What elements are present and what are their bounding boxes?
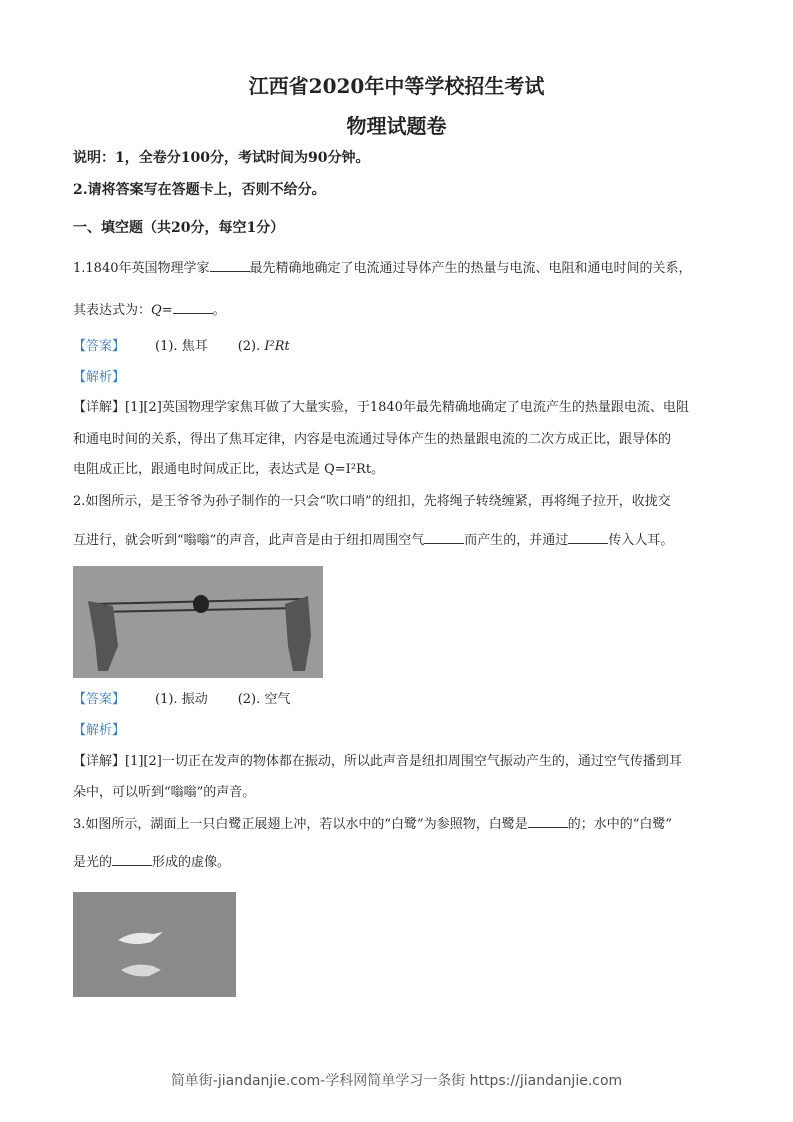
q2-text: 而产生的，并通过 [464,533,569,548]
q1-detail-3: 电阻成正比，跟通电时间成正比，表达式是 Q=I²Rt。 [73,462,385,477]
q2-text: 互进行，就会听到“嗡嗡”的声音，此声音是由于纽扣周围空气 [73,533,425,548]
document-title: 江西省2020年中等学校招生考试 [248,74,545,98]
q1-line2 [73,301,226,320]
q3-line2 [73,853,230,872]
answer-2: (2). [237,339,265,354]
q2-line1: 2.如图所示，是王爷爷为孙子制作的一只会“吹口哨”的纽扣，先将绳子转绕缠紧，再将绳子拉开，收拢交 [73,494,671,509]
q2-analysis-label: 【解析】 [73,723,126,738]
button-whistle-illustration [73,566,323,678]
q1-text: 。 [212,303,226,318]
q1-detail-1: 【详解】[1][2]英国物理学家焦耳做了大量实验，于1840年最先精确地确定了电流产生的热量跟电流、电阻 [73,400,689,415]
q3-text: 形成的虚像。 [152,855,231,870]
egret-photo [73,892,236,997]
q1-text: = [161,303,173,318]
note-1: 说明：1，全卷分100分，考试时间为90分钟。 [73,150,370,166]
q3-text: 的；水中的“白鹭” [567,817,672,832]
q2-text: 传入人耳。 [608,533,674,548]
egret-illustration [73,892,236,997]
answer-blank [528,815,568,828]
answer-blank [112,853,152,866]
section-heading: 一、填空题（共20分，每空1分） [73,220,285,236]
q3-line1 [73,815,672,834]
answer-blank [568,531,608,544]
answer-blank [424,531,464,544]
answer-label: 【答案】 [73,339,126,354]
q1-text: 其表达式为： [73,303,152,318]
q2-detail-1: 【详解】[1][2]一切正在发声的物体都在振动，所以此声音是纽扣周围空气振动产生的，通过空气传播到耳 [73,754,682,769]
answer-1: (1). 振动 [155,692,208,707]
answer-blank [173,301,213,314]
q3-text: 是光的 [73,855,113,870]
answer-2-formula: I²Rt [264,339,290,354]
button-whistle-photo [73,566,323,678]
q1-analysis-label: 【解析】 [73,370,126,385]
answer-1: (1). 焦耳 [155,339,208,354]
q3-text: 3.如图所示，湖面上一只白鹭正展翅上冲，若以水中的“白鹭”为参照物，白鹭是 [73,817,528,832]
answer-label: 【答案】 [73,692,126,707]
document-subtitle: 物理试题卷 [346,114,447,138]
q2-answer [73,691,290,709]
q2-line2 [73,531,673,550]
q2-detail-2: 朵中，可以听到“嗡嗡”的声音。 [73,785,256,800]
q1-line1 [73,259,692,278]
note-2: 2.请将答案写在答题卡上，否则不给分。 [73,182,326,198]
page-footer: 简单街-jiandanjie.com-学科网简单学习一条街 https://jiandanjie.com [170,1073,623,1089]
answer-blank [210,259,250,272]
answer-2: (2). 空气 [237,692,291,707]
q1-text: 1.1840年英国物理学家 [73,261,210,276]
q1-detail-2: 和通电时间的关系，得出了焦耳定律，内容是电流通过导体产生的热量跟电流的二次方成正比，跟导体的 [73,432,672,447]
q1-answer [73,338,290,356]
q1-var: Q [151,303,162,318]
q1-text: 最先精确地确定了电流通过导体产生的热量与电流、电阻和通电时间的关系， [249,261,692,276]
